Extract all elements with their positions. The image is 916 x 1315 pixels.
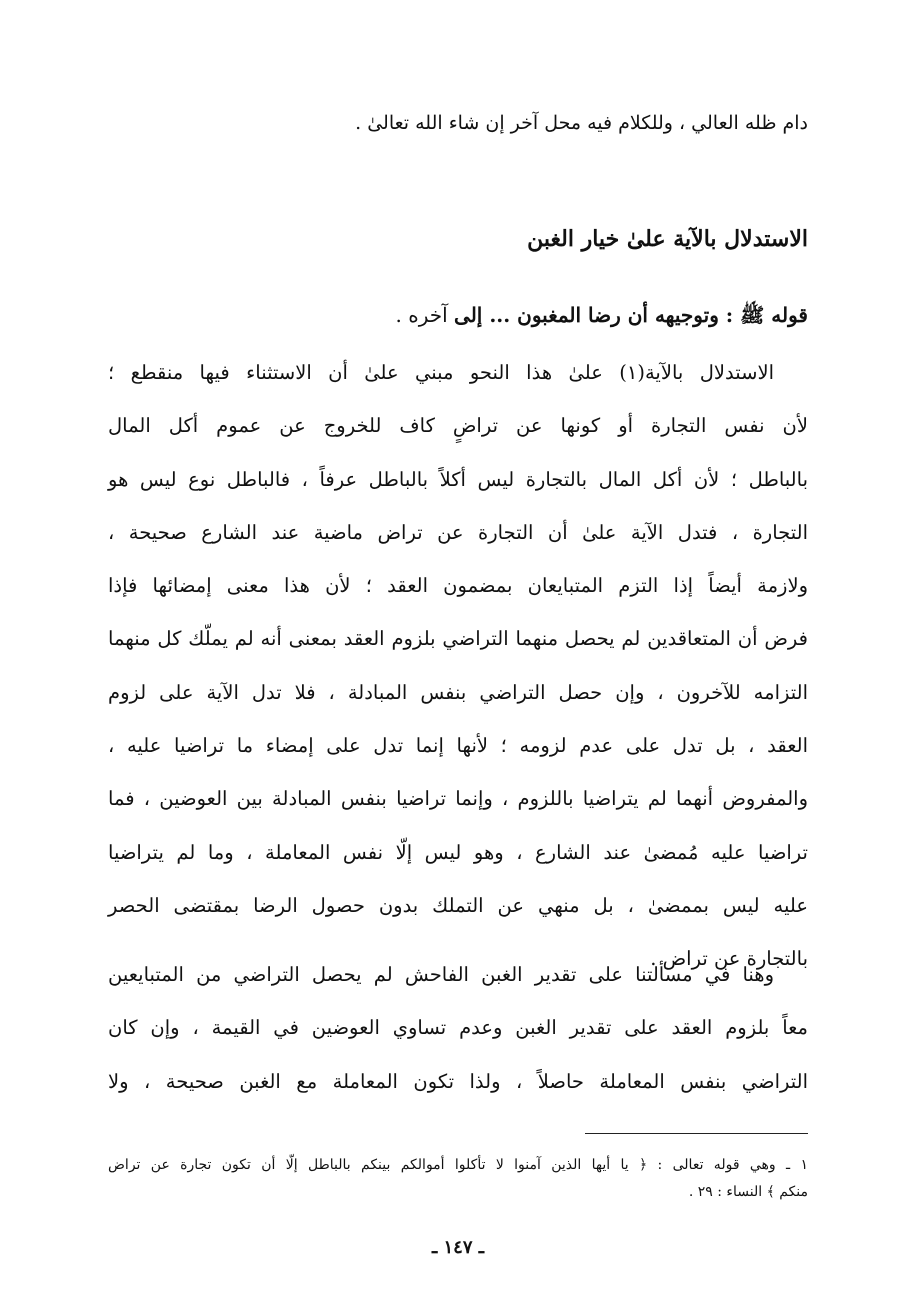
paragraph-line: بالتجارة عن تراض . [650, 947, 808, 971]
paragraph-line: بالباطل ؛ لأن أكل المال بالتجارة ليس أكلاً بالباطل عرفاً ، فالباطل نوع ليس هو [108, 467, 808, 491]
continuation-line: دام ظله العالي ، وللكلام فيه محل آخر إن شاء الله تعالىٰ . [355, 112, 808, 134]
paragraph-line: التزامه للآخرون ، وإن حصل التراضي بنفس المبادلة ، فلا تدل الآية على لزوم [108, 680, 808, 704]
page-number: ـ ١٤٧ ـ [431, 1237, 485, 1258]
paragraph-line: تراضيا عليه مُمضىٰ عند الشارع ، وهو ليس إلّا نفس المعاملة ، وما لم يتراضيا [108, 840, 808, 864]
footnote [108, 1152, 808, 1206]
paragraph-line: التجارة ، فتدل الآية علىٰ أن التجارة عن تراض ماضية عند الشارع صحيحة ، [108, 520, 808, 544]
footnote-separator [585, 1133, 808, 1134]
footnote-line: ١ ـ وهي قوله تعالى : ﴿ يا أيها الذين آمنوا لا تأكلوا أموالكم بينكم بالباطل إلّا أن تكون تجارة عن تراض [108, 1157, 808, 1173]
section-heading: الاستدلال بالآية علىٰ خيار الغبن [527, 226, 808, 252]
quoted-phrase-tail: آخره . [395, 303, 448, 327]
paragraph-line: العقد ، بل تدل على عدم لزومه ؛ لأنها إنما تدل على إمضاء ما تراضيا عليه ، [108, 734, 808, 758]
paragraph-line: فرض أن المتعاقدين لم يحصل منهما التراضي بلزوم العقد بمعنى أنه لم يملّك كل منهما [108, 627, 808, 651]
paragraph-line: معاً بلزوم العقد على تقدير الغبن وعدم تساوي العوضين في القيمة ، وإن كان [108, 1016, 808, 1040]
footnote-line: منكم ﴾ النساء : ٢٩ . [688, 1184, 808, 1200]
paragraph-1 [108, 346, 808, 986]
paragraph-line: والمفروض أنهما لم يتراضيا باللزوم ، وإنما تراضيا بنفس المبادلة بين العوضين ، فما [108, 787, 808, 811]
paragraph-line: التراضي بنفس المعاملة حاصلاً ، ولذا تكون المعاملة مع الغبن صحيحة ، ولا [108, 1069, 808, 1093]
paragraph-line: الاستدلال بالآية(١) علىٰ هذا النحو مبني علىٰ أن الاستثناء فيها منقطع ؛ [108, 361, 775, 384]
paragraph-line: ولازمة أيضاً إذا التزم المتبايعان بمضمون العقد ؛ لأن هذا معنى إمضائها فإذا [108, 574, 808, 598]
paragraph-line: وهنا في مسألتنا على تقدير الغبن الفاحش لم يحصل التراضي من المتبايعين [108, 963, 774, 986]
paragraph-line: عليه ليس بممضىٰ ، بل منهي عن التملك بدون حصول الرضا بمقتضى الحصر [108, 893, 808, 917]
quoted-phrase-lead: قوله ﷺ : وتوجيهه أن رضا المغبون ... إلى [454, 303, 808, 327]
quoted-phrase [108, 303, 808, 332]
paragraph-line: لأن نفس التجارة أو كونها عن تراضٍ كاف للخروج عن عموم أكل المال [108, 414, 808, 438]
paragraph-2 [108, 948, 808, 1108]
